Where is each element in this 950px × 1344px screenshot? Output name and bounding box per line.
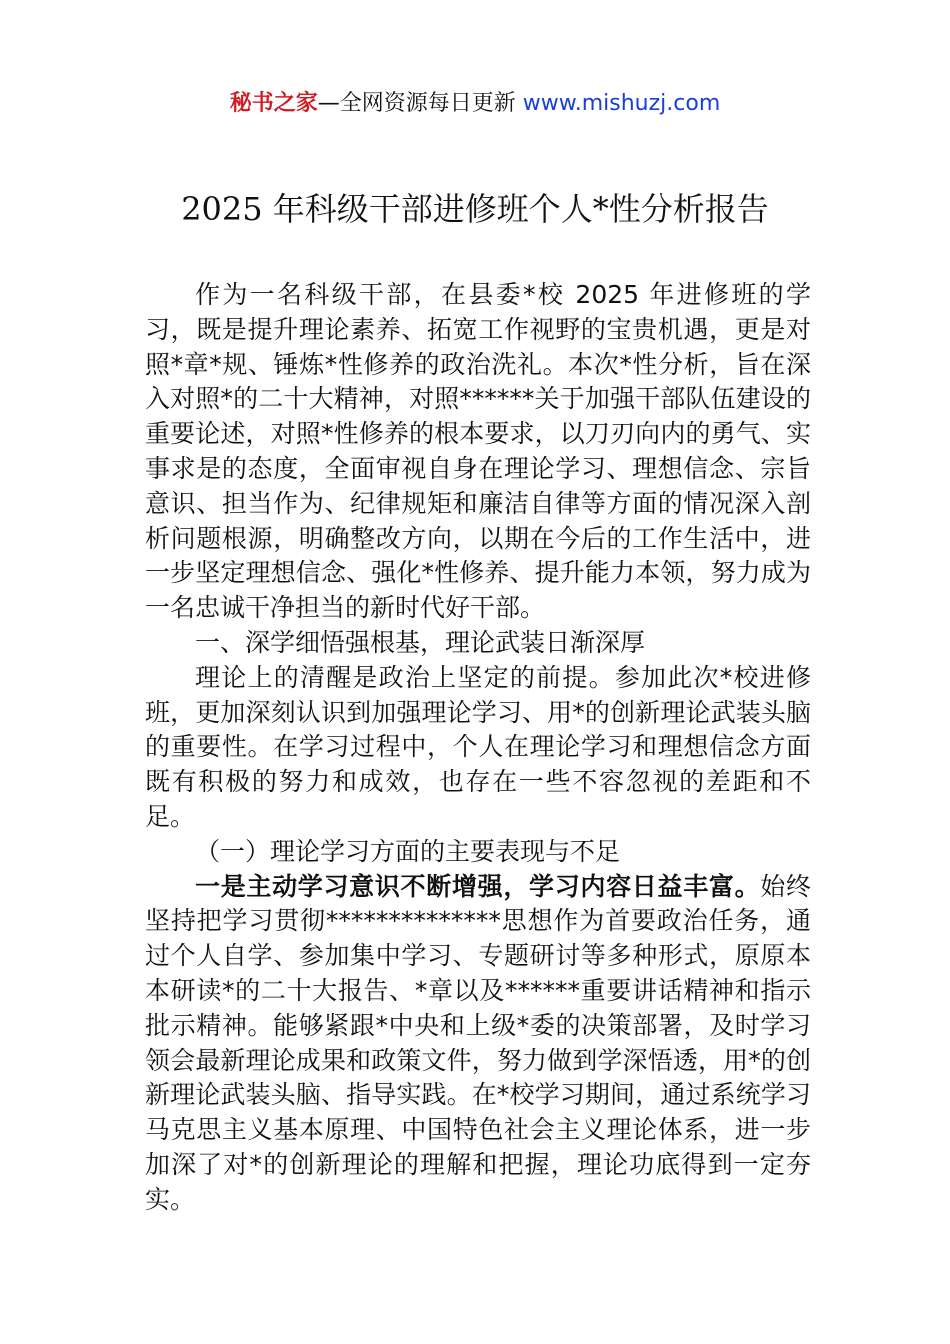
brand-name: 秘书之家 <box>229 91 318 116</box>
point-1-lead: 一是主动学习意识不断增强，学习内容日益丰富。 <box>195 871 761 901</box>
site-header <box>0 88 950 120</box>
header-slogan: —全网资源每日更新 <box>317 91 523 116</box>
section-1-paragraph: 理论上的清醒是政治上坚定的前提。参加此次*校进修班，更加深刻认识到加强理论学习、用*的创新理论武装头脑的重要性。在学习过程中，个人在理论学习和理想信念方面既有积极的努力和成效，也存在一些不容忽视的差距和不足。 <box>145 662 811 831</box>
point-1-paragraph <box>145 870 811 1218</box>
document-body <box>145 278 811 1218</box>
section-heading-1: 一、深学细悟强根基，理论武装日渐深厚 <box>195 627 646 657</box>
site-url-link[interactable]: www.mishuzj.com <box>522 91 721 116</box>
subsection-heading-1: （一）理论学习方面的主要表现与不足 <box>195 836 621 866</box>
intro-paragraph: 作为一名科级干部，在县委*校 2025 年进修班的学习，既是提升理论素养、拓宽工作视野的宝贵机遇，更是对照*章*规、锤炼*性修养的政治洗礼。本次*性分析，旨在深入对照*的二十大精神，对照******关于加强干部队伍建设的重要论述，对照*性修养的根本要求，以刀刃向内的勇气、实事求是的态度，全面审视自身在理论学习、理想信念、宗旨意识、担当作为、纪律规矩和廉洁自律等方面的情况深入剖析问题根源，明确整改方向，以期在今后的工作生活中，进一步坚定理想信念、强化*性修养、提升能力本领，努力成为一名忠诚干净担当的新时代好干部。 <box>145 280 811 623</box>
point-1-body: 始终坚持把学习贯彻**************思想作为首要政治任务，通过个人自学、参加集中学习、专题研讨等多种形式，原原本本研读*的二十大报告、*章以及******重要讲话精神和指示批示精神。能够紧跟*中央和上级*委的决策部署，及时学习领会最新理论成果和政策文件，努力做到学深悟透，用*的创新理论武装头脑、指导实践。在*校学习期间，通过系统学习马克思主义基本原理、中国特色社会主义理论体系，进一步加深了对*的创新理论的理解和把握，理论功底得到一定夯实。 <box>145 871 811 1214</box>
document-title: 2025 年科级干部进修班个人*性分析报告 <box>181 190 769 228</box>
